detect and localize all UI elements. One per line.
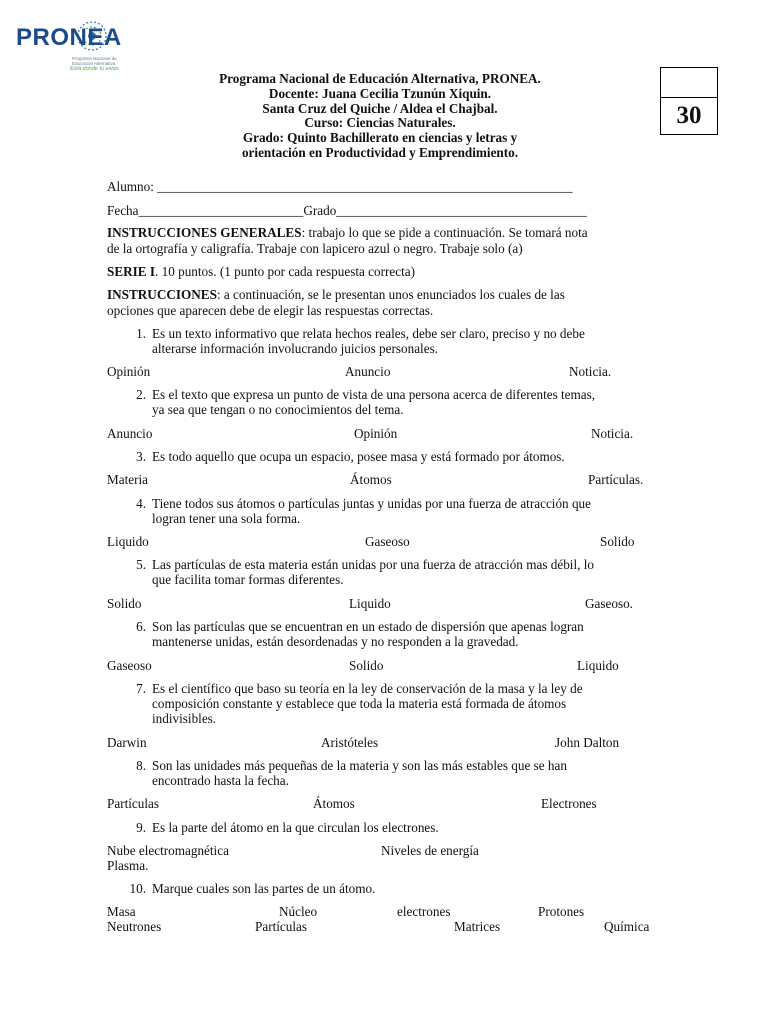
option[interactable]: Gaseoso bbox=[365, 534, 410, 549]
question-text: alterarse información involucrando juicios personales. bbox=[152, 341, 438, 357]
question-number: 1. bbox=[136, 326, 146, 341]
instructions bbox=[107, 287, 659, 318]
question-number: 8. bbox=[136, 758, 146, 773]
question-number: 3. bbox=[136, 449, 146, 464]
option[interactable]: Átomos bbox=[313, 796, 355, 811]
option[interactable]: John Dalton bbox=[555, 735, 620, 750]
question-text: Son las unidades más pequeñas de la materia y son las más estables que se han bbox=[152, 758, 567, 773]
header-line: Santa Cruz del Quiche / Aldea el Chajbal. bbox=[262, 100, 498, 116]
question-text: ya sea que tengan o no conocimientos del tema. bbox=[152, 402, 404, 418]
logo-tagline-1: Programa Nacional de bbox=[72, 56, 117, 61]
question-number: 2. bbox=[136, 387, 146, 402]
question-number: 7. bbox=[136, 681, 146, 696]
question-text: que facilita tomar formas diferentes. bbox=[152, 572, 344, 588]
option[interactable]: Anuncio bbox=[345, 364, 391, 379]
pronea-logo bbox=[14, 12, 139, 72]
serie-text: . 10 puntos. (1 punto por cada respuesta correcta) bbox=[155, 264, 416, 279]
option[interactable]: Aristóteles bbox=[321, 735, 379, 750]
question-text: Es todo aquello que ocupa un espacio, posee masa y está formado por átomos. bbox=[152, 449, 565, 464]
logo-wordmark: PRONEA bbox=[16, 24, 122, 51]
option[interactable]: Solido bbox=[107, 596, 142, 611]
header-line: Curso: Ciencias Naturales. bbox=[304, 115, 456, 131]
score-box bbox=[660, 67, 718, 135]
option[interactable]: Química bbox=[604, 919, 650, 934]
question-text: encontrado hasta la fecha. bbox=[152, 773, 289, 789]
general-instructions-label: INSTRUCCIONES GENERALES bbox=[107, 225, 302, 240]
option[interactable]: Anuncio bbox=[107, 426, 153, 441]
document-header bbox=[100, 72, 660, 161]
option[interactable]: electrones bbox=[397, 904, 451, 919]
instructions-label: INSTRUCCIONES bbox=[107, 287, 217, 302]
instructions-text: : a continuación, se le presentan unos enunciados los cuales de las bbox=[216, 287, 565, 302]
option[interactable]: Partículas bbox=[107, 796, 160, 811]
option[interactable]: Noticia. bbox=[569, 364, 612, 379]
general-instructions bbox=[107, 225, 659, 256]
question-text: Es el texto que expresa un punto de vista de una persona acerca de diferentes temas, bbox=[152, 387, 596, 402]
general-instructions-text: de la ortografía y caligrafía. Trabaje con lapicero azul o negro. Trabaje solo (a) bbox=[107, 240, 523, 256]
option[interactable]: Opinión bbox=[354, 426, 398, 441]
question-text: mantenerse unidas, están desordenadas y no responden a la gravedad. bbox=[152, 634, 519, 650]
question-number: 6. bbox=[136, 619, 146, 634]
question-text: composición constante y establece que toda la materia está formada de átomos bbox=[152, 696, 567, 712]
question-text: Son las partículas que se encuentran en un estado de dispersión que apenas logran bbox=[152, 619, 584, 634]
question-text: indivisibles. bbox=[152, 711, 217, 727]
score-value: 30 bbox=[661, 97, 717, 134]
serie-label: SERIE I bbox=[107, 264, 156, 279]
header-line: orientación en Productividad y Emprendimiento. bbox=[241, 144, 519, 160]
header-line: Grado: Quinto Bachillerato en ciencias y letras y bbox=[242, 130, 518, 146]
question-text: logran tener una sola forma. bbox=[152, 511, 301, 527]
question-number: 10. bbox=[129, 881, 146, 896]
question-text: Es un texto informativo que relata hechos reales, debe ser claro, preciso y no debe bbox=[152, 326, 585, 341]
instructions-text: opciones que aparecen debe de elegir las respuestas correctas. bbox=[107, 302, 434, 318]
question-number: 5. bbox=[136, 557, 146, 572]
option[interactable]: Matrices bbox=[454, 919, 501, 934]
option[interactable]: Nube electromagnética bbox=[107, 843, 229, 858]
logo-tagline-2: Educación Alternativa bbox=[72, 61, 116, 66]
question-text: Las partículas de esta materia están unidas por una fuerza de atracción mas débil, lo bbox=[152, 557, 594, 572]
option[interactable]: Liquido bbox=[107, 534, 149, 549]
option[interactable]: Átomos bbox=[350, 472, 392, 487]
serie-heading bbox=[107, 264, 659, 280]
header-line: Programa Nacional de Educación Alternativa, PRONEA. bbox=[219, 71, 541, 86]
alumno-field[interactable]: Alumno: _______________________________________________________________ bbox=[107, 179, 573, 194]
option[interactable]: Electrones bbox=[541, 796, 597, 811]
option[interactable]: Partículas. bbox=[588, 472, 644, 487]
option[interactable]: Gaseoso. bbox=[585, 596, 633, 611]
option[interactable]: Opinión bbox=[107, 364, 151, 379]
option[interactable]: Niveles de energía bbox=[381, 843, 479, 858]
question-text: Es la parte del átomo en la que circulan los electrones. bbox=[152, 820, 439, 835]
question-text: Marque cuales son las partes de un átomo. bbox=[152, 881, 376, 896]
question-number: 9. bbox=[136, 820, 146, 835]
option[interactable]: Noticia. bbox=[591, 426, 634, 441]
option[interactable]: Solido bbox=[600, 534, 635, 549]
option[interactable]: Partículas bbox=[255, 919, 308, 934]
general-instructions-text: : trabajo lo que se pide a continuación. Se tomará nota bbox=[301, 225, 588, 240]
question-number: 4. bbox=[136, 496, 146, 511]
fecha-grado-field[interactable]: Fecha_________________________Grado______________________________________ bbox=[107, 203, 587, 218]
option[interactable]: Liquido bbox=[349, 596, 391, 611]
option[interactable]: Masa bbox=[107, 904, 136, 919]
option[interactable]: Protones bbox=[538, 904, 585, 919]
question-text: Tiene todos sus átomos o partículas juntas y unidas por una fuerza de atracción que bbox=[152, 496, 591, 511]
logo-slogan: Está donde tú estás bbox=[70, 66, 119, 72]
option[interactable]: Solido bbox=[349, 658, 384, 673]
option[interactable]: Materia bbox=[107, 472, 149, 487]
option[interactable]: Núcleo bbox=[279, 904, 318, 919]
option[interactable]: Neutrones bbox=[107, 919, 162, 934]
option[interactable]: Plasma. bbox=[107, 858, 149, 873]
option[interactable]: Darwin bbox=[107, 735, 147, 750]
question-text: Es el científico que baso su teoría en la ley de conservación de la masa y la ley de bbox=[152, 681, 583, 696]
option[interactable]: Liquido bbox=[577, 658, 619, 673]
option[interactable]: Gaseoso bbox=[107, 658, 152, 673]
header-line: Docente: Juana Cecilia Tzunún Xiquin. bbox=[268, 85, 492, 101]
